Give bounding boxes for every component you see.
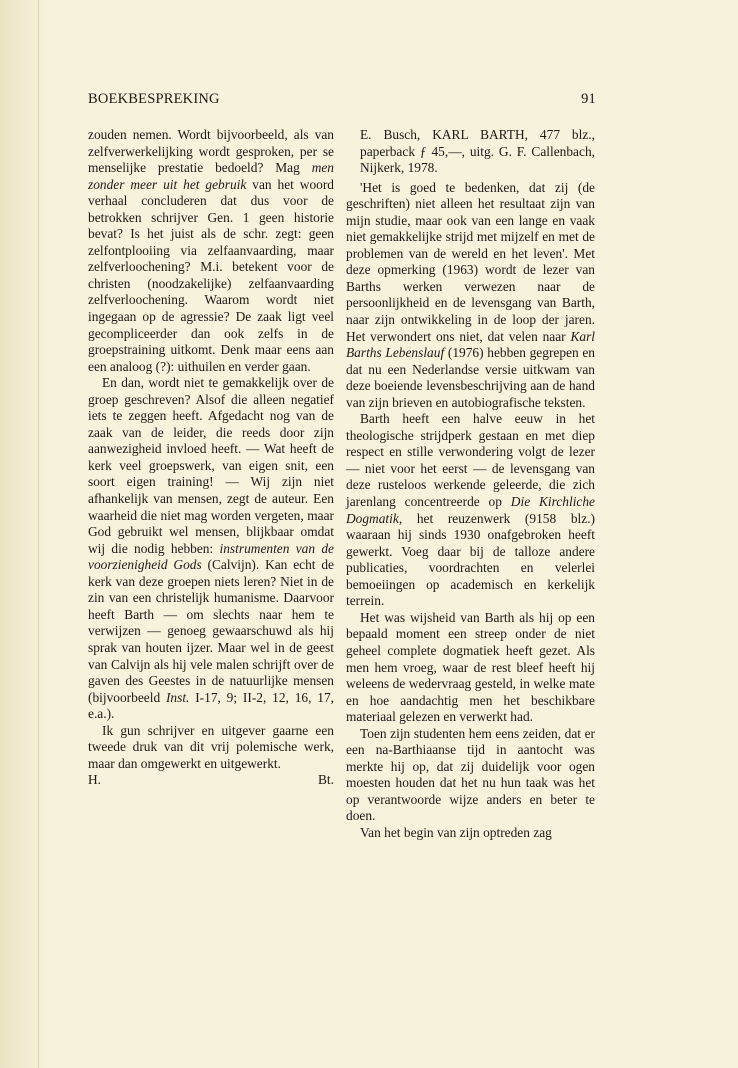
scan-shadow-edge	[0, 0, 52, 1068]
italic-phrase: men zonder meer uit het gebruik	[88, 160, 334, 192]
left-paragraph-1	[88, 127, 334, 375]
scan-fold-line	[38, 0, 39, 1068]
text-run: En dan, wordt niet te gemakkelijk over de groep geschreven? Alsof die alleen negatief iets te zeggen heeft. Afgedacht nog van de zaak van de leider, die reeds door zijn aanwezigheid invloed heeft. — Wat heeft de kerk veel groepswerk, van eigen snit, een soort eigen training! — Wij zijn niet afhankelijk van mensen, zegt de auteur. Een waarheid die niet mag worden vergeten, maar God gebruikt wel mensen, blijkbaar omdat wij die nodig hebben:	[88, 375, 334, 556]
text-run: Barth heeft een halve eeuw in het theologische strijdperk gestaan en met diep respect en stille verwondering volgt de lezer — niet voor het eerst — de levensgang van deze rusteloos werkende geleerde, die zich jarenlang concentreerde op	[346, 411, 595, 510]
right-paragraph-2	[346, 411, 595, 610]
text-run: 'Het is goed te bedenken, dat zij (de geschriften) niet alleen het resultaat zijn van mijn studie, maar ook van een lange en vaak niet gemakkelijke strijd met mijzelf en met de problemen van de wereld en het leven'. Met deze opmerking (1963) wordt de lezer van Barths werken verwezen naar de persoonlijkheid en de levensgang van Barth, naar zijn ontwikkeling in de loop der jaren. Het verwondert ons niet, dat velen naar	[346, 179, 595, 344]
signature-initial: H.	[88, 772, 102, 788]
signature-line	[88, 772, 334, 789]
text-run: (1976) hebben gegrepen en dat nu een Nederlandse versie uitkwam van deze boeiende levensbeschrijving aan de hand van zijn brieven en autobiografische teksten.	[346, 345, 596, 410]
text-run: (Calvijn). Kan echt de kerk van deze groepen niets leren? Niet in de zin van een christelijk humanisme. Daarvoor heeft Barth — om slechts naar hem te verwijzen — genoeg gewaarschuwd als hij sprak van houten ijzer. Maar wel in de geest van Calvijn als hij vele malen schrijft over de gaven des Geestes in de natuurlijke mensen (bijvoorbeeld	[88, 557, 334, 705]
left-paragraph-3: Ik gun schrijver en uitgever gaarne een tweede druk van dit vrij polemische werk, maar dan omgewerkt en uitgewerkt.	[88, 722, 334, 771]
italic-phrase: instrumenten van de voorzienigheid Gods	[88, 540, 334, 573]
left-column	[88, 127, 334, 789]
text-run: I-17, 9; II-2, 12, 16, 17, e.a.).	[88, 689, 334, 722]
book-citation: E. Busch, KARL BARTH, 477 blz., paperback ƒ 45,—, uitg. G. F. Callenbach, Nijkerk, 1978.	[360, 127, 595, 176]
right-column	[346, 127, 595, 842]
left-paragraph-2	[88, 375, 334, 722]
right-paragraph-5: Van het begin van zijn optreden zag	[360, 824, 552, 840]
right-paragraph-4: Toen zijn studenten hem eens zeiden, dat er een na-Barthiaanse tijd in aantocht was merkte hij op, dat zij duidelijk voor ogen moesten houden dat het nu hun taak was het op verantwoorde wijze anders en beter te doen.	[346, 725, 595, 824]
right-paragraph-3: Het was wijsheid van Barth als hij op een bepaald moment een streep onder de niet geheel complete dogmatiek heeft gezet. Als men hem vroeg, waar de rest bleef heeft hij weleens de wedervraag gesteld, in welke mate en hoe aandachtig men het beschikbare materiaal gelezen en verwerkt had.	[346, 609, 595, 725]
italic-reference: Inst.	[165, 689, 190, 705]
right-paragraph-1	[346, 180, 595, 412]
text-run: van het woord verhaal concluderen dat dus voor de betrokken schrijver Gen. 1 geen historie bevat? Is het juist als de schr. zegt: geen zelfontplooiing via zelfaanvaarding, maar zelfverloochening? M.i. betekent voor de christen (noodzakelijke) zelfaanvaarding zelfverloochening. Waarom wordt niet ingegaan op de agressie? De zaak ligt veel gecompliceerder dan ook zelfs in de groepstraining uitkomt. Denk maar eens aan een analoog (?): uithuilen en verder gaan.	[88, 176, 335, 374]
italic-title: Die Kirchliche Dogmatik	[346, 494, 595, 526]
italic-title: Karl Barths Lebenslauf	[346, 328, 595, 361]
text-run: zouden nemen. Wordt bijvoorbeeld, als van zelfverwerkelijking wordt gesproken, per se menselijke prestatie bedoeld? Mag	[88, 127, 334, 176]
text-run: , het reuzenwerk (9158 blz.) waaraan hij sinds 1930 onafgebroken heeft gewerkt. Voeg daar bij de talloze andere publicaties, voordrachten en velerlei bemoeiingen op academisch en kerkelijk terrein.	[346, 510, 595, 609]
section-title: BOEKBESPREKING	[88, 91, 220, 107]
signature-initials: Bt.	[318, 772, 334, 788]
page-number: 91	[581, 91, 596, 107]
